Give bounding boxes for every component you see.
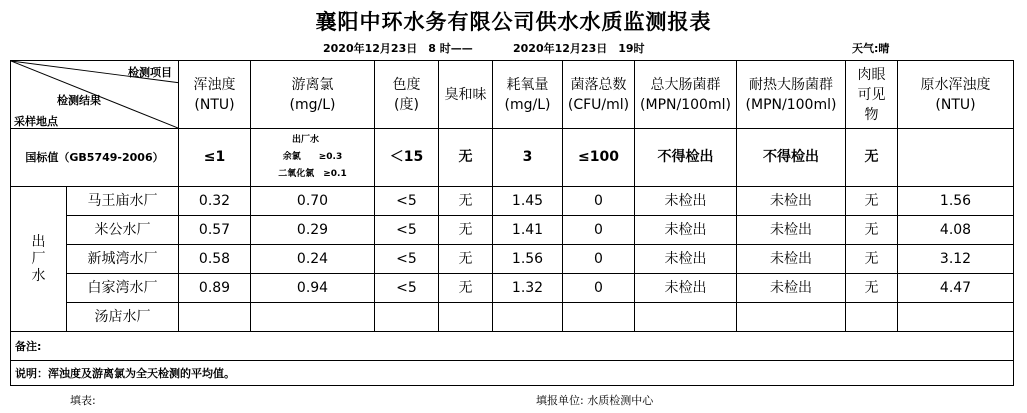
cell-turbidity bbox=[179, 303, 251, 332]
standard-value-thermotolerant-coliform: 不得检出 bbox=[737, 129, 846, 187]
cell-odor-taste: 无 bbox=[439, 187, 493, 216]
cell-chroma: <5 bbox=[375, 187, 439, 216]
standard-value-colony-count: ≤100 bbox=[563, 129, 635, 187]
water-quality-table bbox=[10, 60, 1014, 386]
cell-free-chlorine: 0.24 bbox=[251, 245, 375, 274]
standard-value-raw-turbidity bbox=[898, 129, 1014, 187]
cell-chroma: <5 bbox=[375, 245, 439, 274]
header-location-label: 采样地点 bbox=[14, 115, 58, 128]
cell-colony-count: 0 bbox=[563, 187, 635, 216]
cell-visible-matter: 无 bbox=[846, 216, 898, 245]
cell-oxygen-consumption: 1.56 bbox=[493, 245, 563, 274]
cell-turbidity: 0.57 bbox=[179, 216, 251, 245]
column-header-turbidity: 浑浊度 (NTU) bbox=[179, 61, 251, 129]
standard-value-turbidity: ≤1 bbox=[179, 129, 251, 187]
column-header-free-chlorine: 游离氯 (mg/L) bbox=[251, 61, 375, 129]
group-label-outlet-water: 出 厂 水 bbox=[11, 187, 67, 332]
plant-name: 米公水厂 bbox=[67, 216, 179, 245]
cell-oxygen-consumption bbox=[493, 303, 563, 332]
plant-name: 汤店水厂 bbox=[67, 303, 179, 332]
plant-name: 新城湾水厂 bbox=[67, 245, 179, 274]
table-row bbox=[11, 245, 1014, 274]
header-row bbox=[11, 61, 1014, 129]
table-row bbox=[11, 303, 1014, 332]
column-header-total-coliform: 总大肠菌群 (MPN/100ml) bbox=[635, 61, 737, 129]
column-header-chroma: 色度 (度) bbox=[375, 61, 439, 129]
cell-thermotolerant-coliform bbox=[737, 303, 846, 332]
cell-odor-taste: 无 bbox=[439, 274, 493, 303]
cell-raw-turbidity: 4.47 bbox=[898, 274, 1014, 303]
cell-chroma: <5 bbox=[375, 216, 439, 245]
cell-visible-matter bbox=[846, 303, 898, 332]
chlorine-dioxide: 二氧化氯 ≥0.1 bbox=[278, 169, 347, 179]
cell-colony-count: 0 bbox=[563, 245, 635, 274]
table-row bbox=[11, 216, 1014, 245]
footer-filler: 填表: bbox=[70, 394, 96, 407]
cell-thermotolerant-coliform: 未检出 bbox=[737, 216, 846, 245]
cell-visible-matter: 无 bbox=[846, 245, 898, 274]
cell-oxygen-consumption: 1.41 bbox=[493, 216, 563, 245]
chlorine-title: 出厂水 bbox=[291, 135, 319, 145]
cell-odor-taste bbox=[439, 303, 493, 332]
header-item-label: 检测项目 bbox=[128, 66, 172, 79]
cell-turbidity: 0.89 bbox=[179, 274, 251, 303]
cell-turbidity: 0.58 bbox=[179, 245, 251, 274]
cell-free-chlorine: 0.94 bbox=[251, 274, 375, 303]
cell-free-chlorine: 0.70 bbox=[251, 187, 375, 216]
weather-label: 天气:晴 bbox=[852, 42, 890, 55]
header-result-label: 检测结果 bbox=[57, 94, 101, 107]
cell-colony-count: 0 bbox=[563, 274, 635, 303]
column-header-visible-matter: 肉眼 可见 物 bbox=[846, 61, 898, 129]
cell-thermotolerant-coliform: 未检出 bbox=[737, 245, 846, 274]
standard-value-visible-matter: 无 bbox=[846, 129, 898, 187]
plant-name: 白家湾水厂 bbox=[67, 274, 179, 303]
cell-visible-matter: 无 bbox=[846, 274, 898, 303]
chlorine-residual: 余氯 ≥0.3 bbox=[282, 152, 343, 162]
cell-odor-taste: 无 bbox=[439, 245, 493, 274]
cell-colony-count: 0 bbox=[563, 216, 635, 245]
note-label: 备注: bbox=[11, 332, 1014, 361]
cell-total-coliform: 未检出 bbox=[635, 274, 737, 303]
cell-turbidity: 0.32 bbox=[179, 187, 251, 216]
cell-total-coliform: 未检出 bbox=[635, 216, 737, 245]
cell-thermotolerant-coliform: 未检出 bbox=[737, 274, 846, 303]
standard-value-chroma: ＜15 bbox=[375, 129, 439, 187]
explanation-row bbox=[11, 361, 1014, 386]
standard-value-free-chlorine bbox=[251, 129, 375, 187]
cell-free-chlorine bbox=[251, 303, 375, 332]
cell-raw-turbidity: 4.08 bbox=[898, 216, 1014, 245]
date-end: 2020年12月23日 19时 bbox=[513, 42, 645, 55]
note-row bbox=[11, 332, 1014, 361]
column-header-raw-turbidity: 原水浑浊度 (NTU) bbox=[898, 61, 1014, 129]
cell-chroma bbox=[375, 303, 439, 332]
standard-label: 国标值（GB5749-2006） bbox=[11, 129, 179, 187]
report-title: 襄阳中环水务有限公司供水水质监测报表 bbox=[315, 10, 712, 34]
column-header-colony-count: 菌落总数 (CFU/ml) bbox=[563, 61, 635, 129]
explanation-text: 说明：浑浊度及游离氯为全天检测的平均值。 bbox=[11, 361, 1014, 386]
cell-thermotolerant-coliform: 未检出 bbox=[737, 187, 846, 216]
column-header-odor-taste: 臭和味 bbox=[439, 61, 493, 129]
cell-colony-count bbox=[563, 303, 635, 332]
cell-oxygen-consumption: 1.45 bbox=[493, 187, 563, 216]
table-row bbox=[11, 187, 1014, 216]
column-header-thermotolerant-coliform: 耐热大肠菌群 (MPN/100ml) bbox=[737, 61, 846, 129]
diagonal-header-cell bbox=[11, 61, 179, 129]
plant-name: 马王庙水厂 bbox=[67, 187, 179, 216]
standard-row bbox=[11, 129, 1014, 187]
cell-odor-taste: 无 bbox=[439, 216, 493, 245]
cell-oxygen-consumption: 1.32 bbox=[493, 274, 563, 303]
cell-raw-turbidity: 3.12 bbox=[898, 245, 1014, 274]
footer-unit: 填报单位: 水质检测中心 bbox=[536, 394, 654, 407]
cell-total-coliform: 未检出 bbox=[635, 187, 737, 216]
standard-value-total-coliform: 不得检出 bbox=[635, 129, 737, 187]
column-header-oxygen-consumption: 耗氧量 (mg/L) bbox=[493, 61, 563, 129]
table-row bbox=[11, 274, 1014, 303]
cell-raw-turbidity: 1.56 bbox=[898, 187, 1014, 216]
cell-free-chlorine: 0.29 bbox=[251, 216, 375, 245]
cell-total-coliform: 未检出 bbox=[635, 245, 737, 274]
date-start: 2020年12月23日 8 时—— bbox=[323, 42, 473, 55]
cell-chroma: <5 bbox=[375, 274, 439, 303]
cell-total-coliform bbox=[635, 303, 737, 332]
standard-value-odor-taste: 无 bbox=[439, 129, 493, 187]
standard-value-oxygen-consumption: 3 bbox=[493, 129, 563, 187]
cell-raw-turbidity bbox=[898, 303, 1014, 332]
cell-visible-matter: 无 bbox=[846, 187, 898, 216]
